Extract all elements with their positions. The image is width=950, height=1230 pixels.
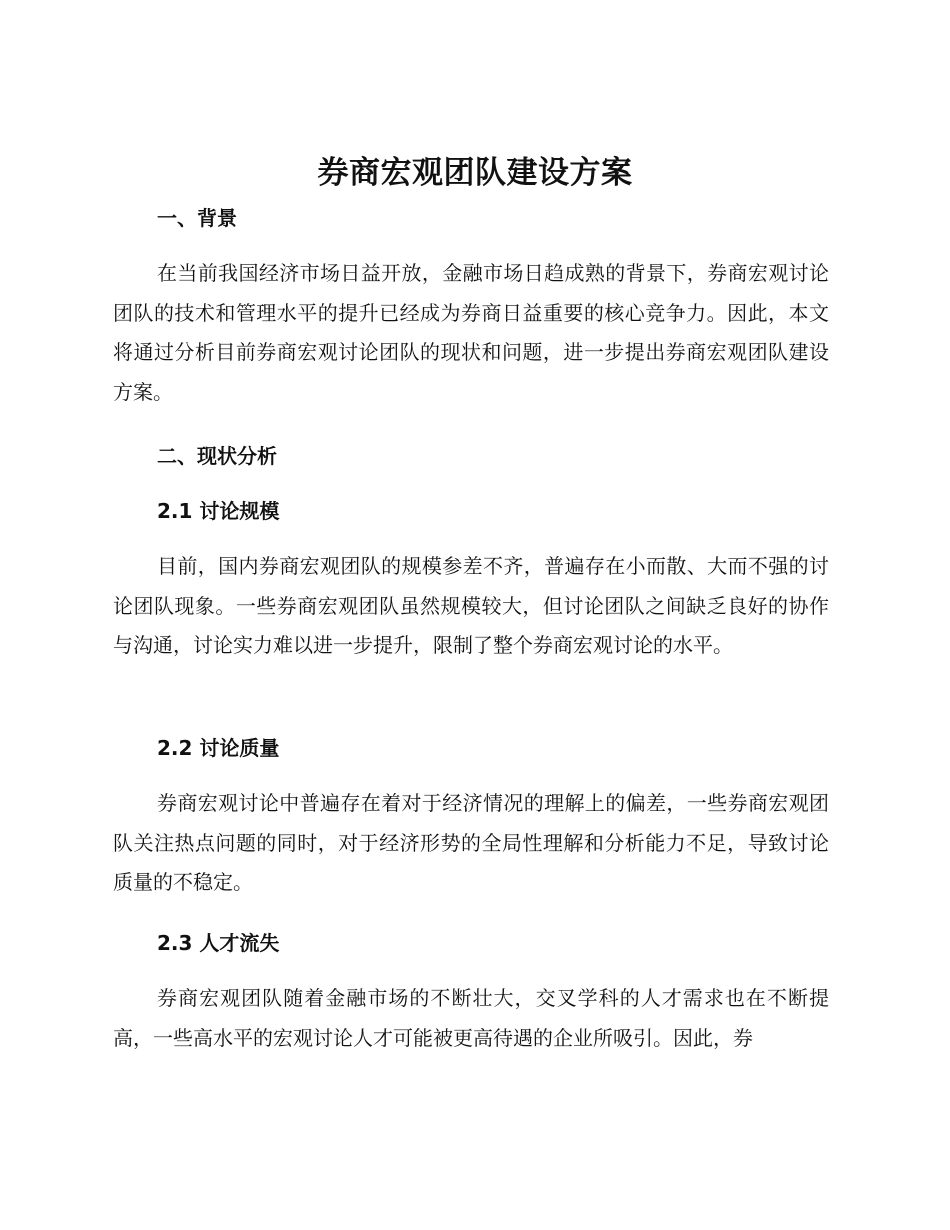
paragraph-background: 在当前我国经济市场日益开放，金融市场日趋成熟的背景下，券商宏观讨论团队的技术和管理水平的提升已经成为券商日益重要的核心竞争力。因此，本文将通过分析目前券商宏观讨论团队的现状和问题，进一步提出券商宏观团队建设方案。 — [113, 261, 829, 405]
section-heading-background: 一、背景 — [157, 206, 237, 230]
subsection-heading-scale: 2.1 讨论规模 — [157, 499, 280, 523]
subsection-heading-quality: 2.2 讨论质量 — [157, 736, 280, 760]
paragraph-scale: 目前，国内券商宏观团队的规模参差不齐，普遍存在小而散、大而不强的讨论团队现象。一些券商宏观团队虽然规模较大，但讨论团队之间缺乏良好的协作与沟通，讨论实力难以进一步提升，限制了整个券商宏观讨论的水平。 — [113, 554, 829, 658]
section-heading-status-analysis: 二、现状分析 — [157, 444, 277, 468]
document-title: 券商宏观团队建设方案 — [317, 155, 633, 191]
paragraph-quality: 券商宏观讨论中普遍存在着对于经济情况的理解上的偏差，一些券商宏观团队关注热点问题的同时，对于经济形势的全局性理解和分析能力不足，导致讨论质量的不稳定。 — [113, 791, 829, 895]
paragraph-talent-loss: 券商宏观团队随着金融市场的不断壮大，交叉学科的人才需求也在不断提高，一些高水平的宏观讨论人才可能被更高待遇的企业所吸引。因此，券 — [113, 986, 829, 1050]
subsection-heading-talent-loss: 2.3 人才流失 — [157, 931, 280, 955]
